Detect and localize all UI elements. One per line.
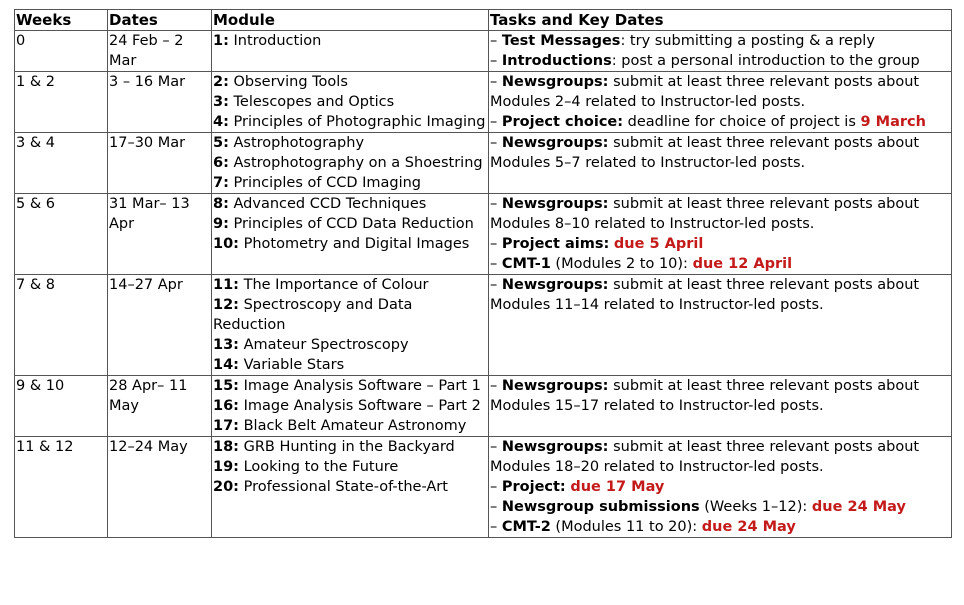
task-dash: –	[490, 479, 502, 495]
task-item	[490, 376, 950, 416]
module-title: Variable Stars	[238, 357, 345, 373]
module-cell	[212, 194, 489, 275]
module-title: Advanced CCD Techniques	[228, 196, 427, 212]
header-dates: Dates	[108, 10, 212, 31]
module-item	[213, 133, 487, 153]
module-item	[213, 194, 487, 214]
dates-cell: 14–27 Apr	[108, 275, 212, 376]
task-item	[490, 477, 950, 497]
module-number: 1:	[213, 33, 229, 49]
module-title: Principles of CCD Data Reduction	[228, 216, 474, 232]
dates-cell: 17–30 Mar	[108, 133, 212, 194]
tasks-cell	[489, 133, 952, 194]
module-item	[213, 416, 487, 436]
task-text: submit at least three relevant posts about Modules 2–4 related to Instructor-led posts.	[490, 74, 924, 110]
module-item	[213, 31, 487, 51]
task-dash: –	[490, 378, 502, 394]
task-label: Project aims:	[501, 236, 610, 252]
task-text: submit at least three relevant posts about Modules 8–10 related to Instructor-led posts.	[490, 196, 924, 232]
task-text: submit at least three relevant posts about Modules 11–14 related to Instructor-led posts.	[490, 277, 924, 313]
module-title: Observing Tools	[228, 74, 348, 90]
task-item	[490, 133, 950, 173]
module-item	[213, 437, 487, 457]
task-dash: –	[490, 519, 502, 535]
module-item	[213, 355, 487, 375]
task-text: submit at least three relevant posts about Modules 5–7 related to Instructor-led posts.	[490, 135, 924, 171]
tasks-cell	[489, 31, 952, 72]
module-number: 11:	[213, 277, 239, 293]
module-cell	[212, 31, 489, 72]
module-item	[213, 112, 487, 132]
task-text: submit at least three relevant posts about Modules 18–20 related to Instructor-led posts.	[490, 439, 924, 475]
module-number: 13:	[213, 337, 239, 353]
dates-cell: 28 Apr– 11 May	[108, 376, 212, 437]
task-label: Newsgroups:	[501, 378, 609, 394]
task-dash: –	[490, 277, 502, 293]
weeks-cell: 9 & 10	[15, 376, 108, 437]
module-title: Astrophotography	[228, 135, 365, 151]
module-number: 4:	[213, 114, 229, 130]
task-item	[490, 194, 950, 234]
task-dash: –	[490, 256, 502, 272]
task-text: (Weeks 1–12):	[699, 499, 812, 515]
task-text: (Modules 11 to 20):	[550, 519, 702, 535]
module-cell	[212, 437, 489, 538]
weeks-cell: 1 & 2	[15, 72, 108, 133]
module-title: Image Analysis Software – Part 2	[238, 398, 481, 414]
task-label: Newsgroups:	[501, 439, 609, 455]
module-number: 20:	[213, 479, 239, 495]
task-item	[490, 497, 950, 517]
task-label: Newsgroups:	[501, 277, 609, 293]
task-due-date: due 17 May	[570, 479, 665, 495]
module-title: Black Belt Amateur Astronomy	[238, 418, 467, 434]
module-number: 6:	[213, 155, 229, 171]
task-item	[490, 254, 950, 274]
task-item	[490, 275, 950, 315]
task-label: CMT-1	[501, 256, 551, 272]
task-dash: –	[490, 439, 502, 455]
module-number: 9:	[213, 216, 229, 232]
module-cell	[212, 133, 489, 194]
task-dash: –	[490, 74, 502, 90]
module-item	[213, 295, 487, 335]
module-cell	[212, 376, 489, 437]
module-number: 17:	[213, 418, 239, 434]
module-number: 8:	[213, 196, 229, 212]
weeks-cell: 0	[15, 31, 108, 72]
table-body	[15, 31, 952, 538]
header-tasks: Tasks and Key Dates	[489, 10, 952, 31]
table-row	[15, 437, 952, 538]
module-cell	[212, 72, 489, 133]
task-text: : try submitting a posting & a reply	[620, 33, 875, 49]
module-item	[213, 376, 487, 396]
dates-cell: 3 – 16 Mar	[108, 72, 212, 133]
module-title: Amateur Spectroscopy	[238, 337, 409, 353]
task-due-date: due 24 May	[811, 499, 906, 515]
module-title: Principles of CCD Imaging	[228, 175, 422, 191]
task-dash: –	[490, 236, 502, 252]
tasks-cell	[489, 376, 952, 437]
module-number: 14:	[213, 357, 239, 373]
module-number: 10:	[213, 236, 239, 252]
task-dash: –	[490, 499, 502, 515]
module-title: Principles of Photographic Imaging	[228, 114, 486, 130]
task-label: Project choice:	[501, 114, 624, 130]
module-title: Professional State-of-the-Art	[238, 479, 448, 495]
weeks-cell: 11 & 12	[15, 437, 108, 538]
module-number: 7:	[213, 175, 229, 191]
task-dash: –	[490, 135, 502, 151]
task-label: Newsgroup submissions	[501, 499, 700, 515]
module-number: 12:	[213, 297, 239, 313]
tasks-cell	[489, 72, 952, 133]
task-dash: –	[490, 114, 502, 130]
task-dash: –	[490, 33, 502, 49]
task-due-date: due 5 April	[613, 236, 704, 252]
task-label: CMT-2	[501, 519, 551, 535]
task-item	[490, 72, 950, 112]
module-number: 15:	[213, 378, 239, 394]
module-item	[213, 234, 487, 254]
task-due-date: due 24 May	[701, 519, 796, 535]
module-item	[213, 396, 487, 416]
header-row	[15, 10, 952, 31]
task-text: : post a personal introduction to the group	[611, 53, 920, 69]
module-item	[213, 457, 487, 477]
task-item	[490, 517, 950, 537]
module-item	[213, 153, 487, 173]
module-title: Image Analysis Software – Part 1	[238, 378, 481, 394]
task-item	[490, 31, 950, 51]
weeks-cell: 5 & 6	[15, 194, 108, 275]
task-label: Introductions	[501, 53, 612, 69]
dates-cell: 31 Mar– 13 Apr	[108, 194, 212, 275]
header-module: Module	[212, 10, 489, 31]
tasks-cell	[489, 275, 952, 376]
task-label: Test Messages	[501, 33, 621, 49]
table-row	[15, 31, 952, 72]
task-item	[490, 437, 950, 477]
task-item	[490, 112, 950, 132]
module-number: 18:	[213, 439, 239, 455]
module-number: 5:	[213, 135, 229, 151]
task-label: Newsgroups:	[501, 196, 609, 212]
task-text: (Modules 2 to 10):	[550, 256, 693, 272]
course-schedule-table	[14, 9, 952, 538]
table-row	[15, 275, 952, 376]
module-title: Introduction	[228, 33, 322, 49]
module-title: Telescopes and Optics	[228, 94, 395, 110]
module-item	[213, 335, 487, 355]
module-title: Astrophotography on a Shoestring	[228, 155, 483, 171]
module-item	[213, 92, 487, 112]
table-row	[15, 376, 952, 437]
module-item	[213, 173, 487, 193]
module-title: Looking to the Future	[238, 459, 399, 475]
module-title: Spectroscopy and Data Reduction	[213, 297, 418, 333]
task-text: submit at least three relevant posts about Modules 15–17 related to Instructor-led posts.	[490, 378, 924, 414]
module-item	[213, 72, 487, 92]
table-row	[15, 133, 952, 194]
module-number: 16:	[213, 398, 239, 414]
task-label: Newsgroups:	[501, 74, 609, 90]
weeks-cell: 7 & 8	[15, 275, 108, 376]
module-number: 19:	[213, 459, 239, 475]
module-title: Photometry and Digital Images	[238, 236, 470, 252]
module-item	[213, 477, 487, 497]
module-title: GRB Hunting in the Backyard	[238, 439, 455, 455]
module-item	[213, 214, 487, 234]
dates-cell: 12–24 May	[108, 437, 212, 538]
module-cell	[212, 275, 489, 376]
module-item	[213, 275, 487, 295]
task-item	[490, 234, 950, 254]
weeks-cell: 3 & 4	[15, 133, 108, 194]
task-item	[490, 51, 950, 71]
table-row	[15, 72, 952, 133]
task-due-date: due 12 April	[692, 256, 793, 272]
tasks-cell	[489, 194, 952, 275]
module-number: 2:	[213, 74, 229, 90]
dates-cell: 24 Feb – 2 Mar	[108, 31, 212, 72]
task-text: deadline for choice of project is	[623, 114, 861, 130]
header-weeks: Weeks	[15, 10, 108, 31]
table-header	[15, 10, 952, 31]
module-title: The Importance of Colour	[238, 277, 429, 293]
module-number: 3:	[213, 94, 229, 110]
task-dash: –	[490, 196, 502, 212]
task-label: Project:	[501, 479, 566, 495]
task-due-date: 9 March	[860, 114, 926, 130]
task-label: Newsgroups:	[501, 135, 609, 151]
table-row	[15, 194, 952, 275]
tasks-cell	[489, 437, 952, 538]
task-dash: –	[490, 53, 502, 69]
